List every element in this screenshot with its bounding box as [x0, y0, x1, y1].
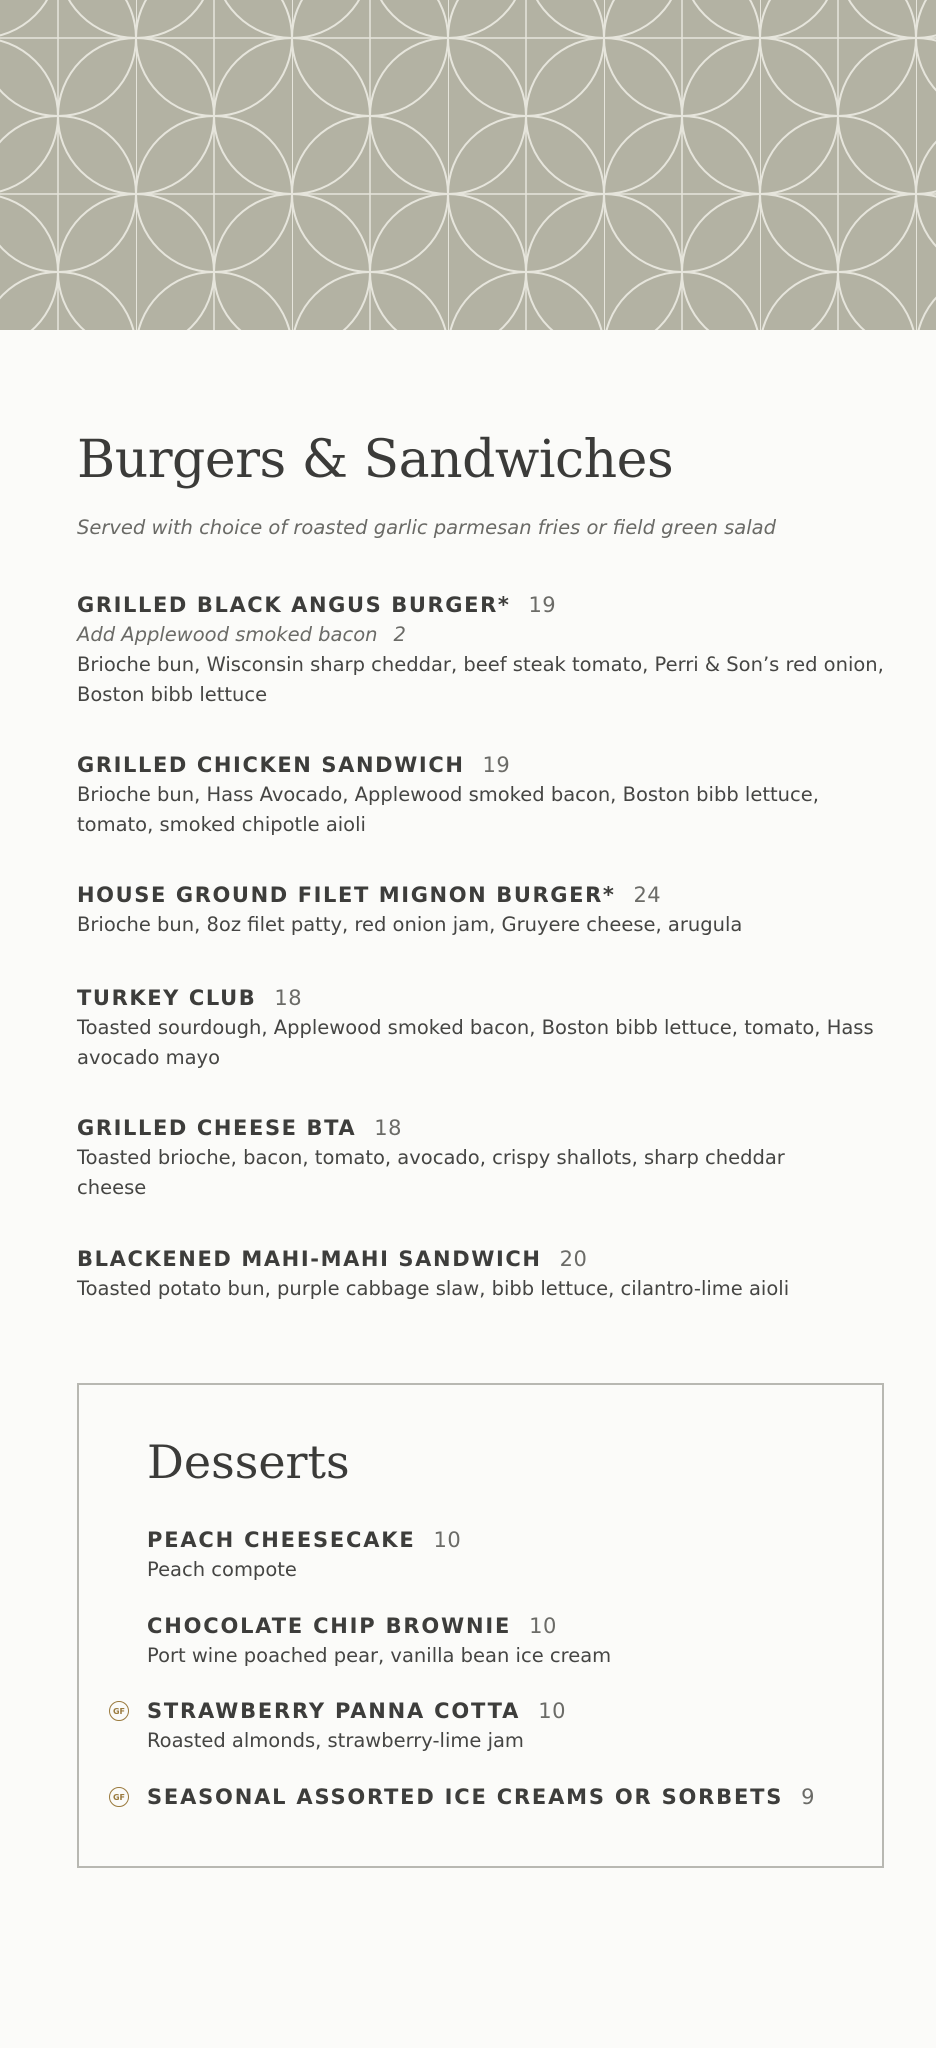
menu-item-description: Toasted sourdough, Applewood smoked bacon, Boston bibb lettuce, tomato, Hass avocado mayo — [77, 1016, 874, 1069]
dessert-item-price: 10 — [529, 1614, 557, 1638]
menu-item-price: 24 — [633, 883, 662, 907]
header-pattern-banner — [0, 0, 936, 330]
gluten-free-icon: GF — [109, 1787, 129, 1807]
menu-item — [77, 1244, 897, 1304]
dessert-item-description: Peach compote — [147, 1558, 297, 1581]
dessert-item-name: SEASONAL ASSORTED ICE CREAMS OR SORBETS — [147, 1785, 784, 1809]
dessert-item-name: STRAWBERRY PANNA COTTA — [147, 1699, 521, 1723]
menu-item-price: 19 — [528, 593, 557, 617]
menu-item-description: Brioche bun, 8oz filet patty, red onion jam, Gruyere cheese, arugula — [77, 913, 743, 936]
menu-item-name: GRILLED CHEESE BTA — [77, 1116, 357, 1140]
menu-item — [77, 1113, 817, 1203]
menu-item-description: Toasted brioche, bacon, tomato, avocado, crispy shallots, sharp cheddar cheese — [77, 1146, 785, 1199]
dessert-item-name: PEACH CHEESECAKE — [147, 1528, 416, 1552]
menu-item-description: Brioche bun, Hass Avocado, Applewood smoked bacon, Boston bibb lettuce, tomato, smoked chipotle aioli — [77, 783, 819, 836]
menu-item — [77, 880, 897, 940]
dessert-item — [147, 1525, 867, 1585]
dessert-item-description: Roasted almonds, strawberry-lime jam — [147, 1729, 524, 1752]
dessert-item-price: 10 — [538, 1699, 566, 1723]
menu-item-name: HOUSE GROUND FILET MIGNON BURGER* — [77, 883, 616, 907]
menu-item-price: 18 — [274, 986, 303, 1010]
burgers-section-title: Burgers & Sandwiches — [77, 430, 674, 490]
desserts-section — [77, 1383, 884, 1868]
menu-item-name: BLACKENED MAHI-MAHI SANDWICH — [77, 1247, 542, 1271]
addon-price: 2 — [393, 623, 406, 646]
menu-item-price: 20 — [559, 1247, 588, 1271]
dessert-item — [147, 1611, 867, 1671]
menu-item-price: 18 — [374, 1116, 403, 1140]
dessert-item-name: CHOCOLATE CHIP BROWNIE — [147, 1614, 512, 1638]
menu-item-name: GRILLED CHICKEN SANDWICH — [77, 753, 465, 777]
dessert-item-price: 10 — [433, 1528, 462, 1552]
dessert-item — [112, 1696, 867, 1756]
addon-label: Add Applewood smoked bacon — [77, 623, 378, 646]
dessert-item-price: 9 — [801, 1785, 816, 1809]
circle-lattice-pattern — [0, 0, 936, 330]
dessert-item — [112, 1782, 867, 1812]
menu-item-description: Toasted potato bun, purple cabbage slaw, bibb lettuce, cilantro-lime aioli — [77, 1277, 790, 1300]
menu-item-addon — [77, 620, 897, 650]
desserts-section-title: Desserts — [147, 1435, 350, 1489]
gluten-free-icon: GF — [109, 1701, 129, 1721]
menu-item — [77, 983, 897, 1073]
menu-item-price: 19 — [482, 753, 511, 777]
menu-item — [77, 750, 897, 840]
menu-item-description: Brioche bun, Wisconsin sharp cheddar, beef steak tomato, Perri & Son’s red onion, Boston bibb lettuce — [77, 653, 884, 706]
menu-item-name: TURKEY CLUB — [77, 986, 257, 1010]
dessert-item-description: Port wine poached pear, vanilla bean ice cream — [147, 1644, 612, 1667]
burgers-section-subtitle: Served with choice of roasted garlic parmesan fries or field green salad — [77, 516, 776, 539]
menu-item-name: GRILLED BLACK ANGUS BURGER* — [77, 593, 511, 617]
menu-item — [77, 590, 897, 710]
